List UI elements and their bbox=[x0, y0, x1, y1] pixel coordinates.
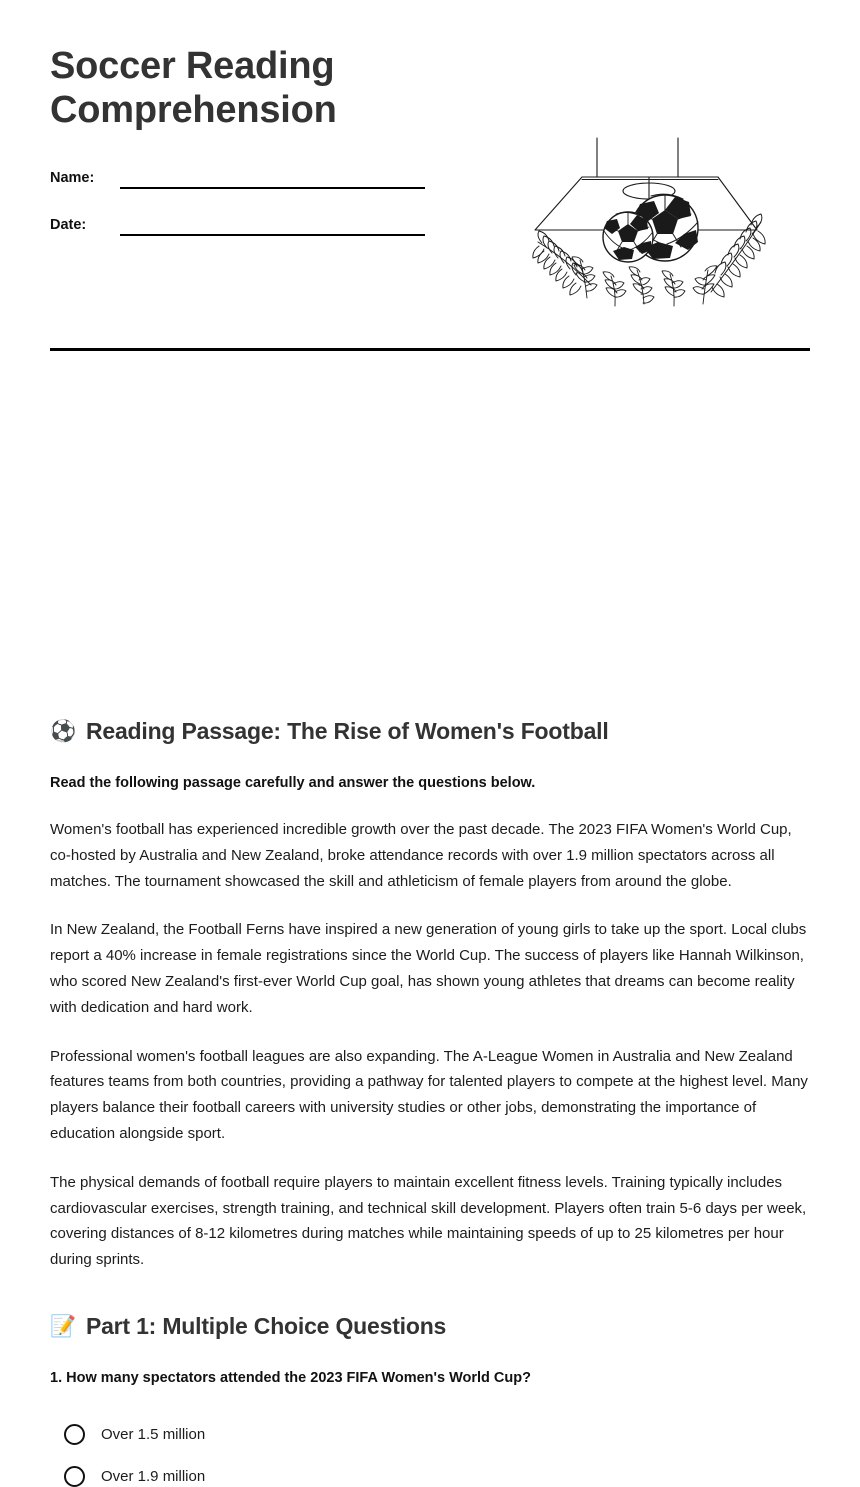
soccer-ball-icon: ⚽ bbox=[50, 719, 76, 743]
memo-icon: 📝 bbox=[50, 1313, 76, 1338]
name-field-row bbox=[50, 155, 425, 189]
reading-passage-body bbox=[50, 817, 810, 1273]
option-label: Over 1.9 million bbox=[101, 1467, 206, 1485]
worksheet-content bbox=[50, 334, 810, 1487]
page-title: Soccer Reading Comprehension bbox=[50, 45, 337, 132]
name-field-label: Name: bbox=[50, 169, 95, 186]
option-item[interactable] bbox=[50, 1466, 810, 1487]
radio-button[interactable] bbox=[64, 1466, 85, 1487]
part1-heading-text: Part 1: Multiple Choice Questions bbox=[85, 1312, 447, 1339]
soccer-pitch-balls-ferns-illustration bbox=[525, 130, 775, 310]
header-divider bbox=[50, 348, 810, 351]
passage-paragraph: Women's football has experienced incredible growth over the past decade. The 2023 FIFA Women's World Cup, co-hosted by Australia and New Zealand, broke attendance records with over 1.9 million spectators across all matches. The tournament showcased the skill and athleticism of female players from around the globe. bbox=[50, 821, 792, 890]
radio-button[interactable] bbox=[64, 1424, 85, 1445]
part1-heading bbox=[50, 1313, 810, 1340]
option-item[interactable] bbox=[50, 1424, 810, 1445]
reading-instruction: Read the following passage carefully and answer the questions below. bbox=[50, 775, 536, 791]
reading-passage-heading bbox=[50, 718, 810, 745]
passage-paragraph: In New Zealand, the Football Ferns have inspired a new generation of young girls to take up the sport. Local clubs report a 40% increase in female registrations since the World Cup. The success of players like Hannah Wilkinson, who scored New Zealand's first-ever World Cup goal, has shown young athletes that dreams can become reality with dedication and hard work. bbox=[50, 921, 807, 1016]
date-input-line[interactable] bbox=[120, 214, 425, 236]
passage-paragraph: Professional women's football leagues are also expanding. The A-League Women in Australia and New Zealand features teams from both countries, providing a pathway for talented players to compete at the highest level. Many players balance their football careers with university studies or other jobs, demonstrating the importance of education alongside sport. bbox=[50, 1047, 808, 1142]
name-input-line[interactable] bbox=[120, 167, 425, 189]
date-field-label: Date: bbox=[50, 216, 87, 233]
option-label: Over 1.5 million bbox=[101, 1425, 206, 1443]
student-info-fields bbox=[50, 155, 425, 236]
question-1-text: 1. How many spectators attended the 2023 FIFA Women's World Cup? bbox=[50, 1369, 531, 1386]
date-field-row bbox=[50, 202, 425, 236]
worksheet-header bbox=[50, 0, 810, 334]
passage-paragraph: The physical demands of football require players to maintain excellent fitness levels. Training typically includes cardiovascular exercises, strength training, and technical skill development. Players often train 5-6 days per week, covering distances of 8-12 kilometres during matches while maintaining speeds of up to 25 kilometres per hour during sprints. bbox=[50, 1173, 807, 1269]
question-1-options bbox=[50, 1424, 810, 1487]
reading-passage-heading-text: Reading Passage: The Rise of Women's Football bbox=[85, 718, 609, 744]
